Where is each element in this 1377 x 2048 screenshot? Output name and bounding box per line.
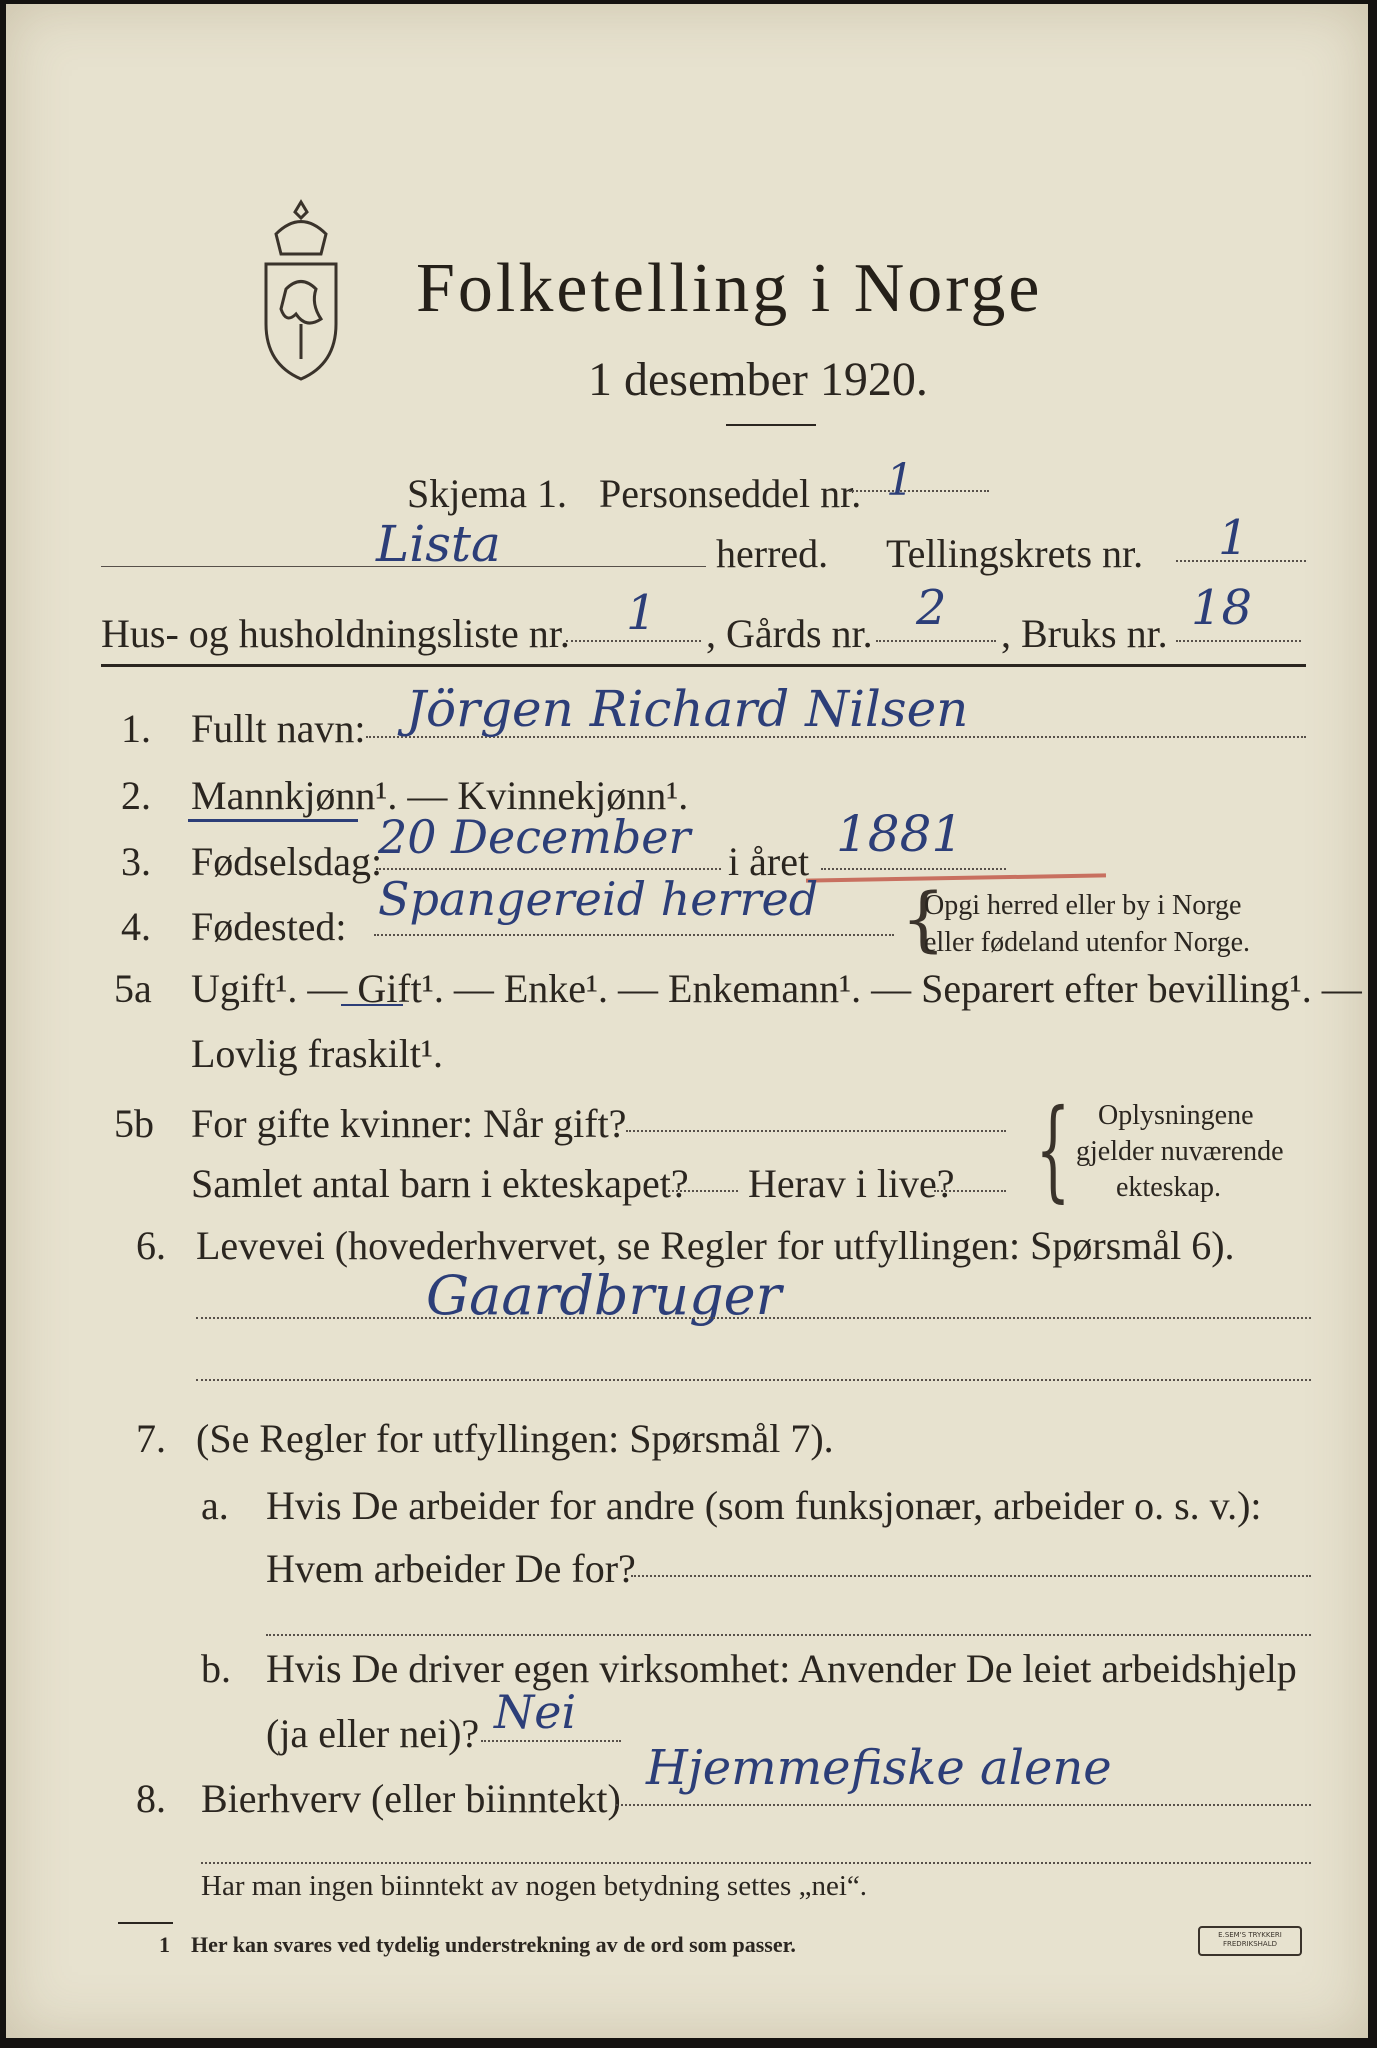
q3-year-line — [821, 868, 1006, 870]
farm-line — [876, 640, 996, 642]
q5b-line-alive — [934, 1190, 1006, 1192]
printer-stamp — [1198, 1926, 1302, 1956]
q3-line — [376, 868, 721, 870]
q7-b-line-1: Hvis De driver egen virksomhet: Anvender De leiet arbeidshjelp — [266, 1646, 1297, 1691]
person-slip-line — [849, 490, 989, 492]
q7-b-value: Nei — [494, 1685, 577, 1739]
census-form — [6, 4, 1368, 2038]
q5b-brace: { — [1035, 1085, 1071, 1213]
q7-a-letter: a. — [201, 1483, 229, 1528]
printer-stamp-text: E.SEM'S TRYKKERI FREDRIKSHALD — [1218, 1931, 1282, 1948]
q2-label: Mannkjønn¹. — Kvinnekjønn¹. — [191, 773, 689, 818]
q7-b-line-2: (ja eller nei)? — [266, 1711, 480, 1756]
q7-a-line-1: Hvis De arbeider for andre (som funksjonær, arbeider o. s. v.): — [266, 1483, 1262, 1528]
q1-value: Jörgen Richard Nilsen — [406, 680, 969, 738]
q6-line-1 — [196, 1317, 1311, 1319]
q3-value: 20 December — [378, 810, 691, 864]
q7-b-line — [481, 1740, 621, 1742]
q3-year-value: 1881 — [836, 805, 964, 863]
q5b-note-2: gjelder nuværende — [1076, 1136, 1284, 1167]
q5a-number: 5a — [114, 966, 152, 1011]
use-line — [1176, 640, 1301, 642]
form-subtitle: 1 desember 1920. — [588, 353, 928, 406]
q7-number: 7. — [136, 1416, 166, 1461]
q7-a-line-extra — [266, 1634, 1311, 1636]
q4-label: Fødested: — [191, 904, 347, 949]
q1-label: Fullt navn: — [191, 706, 366, 751]
q7-a-line-2: Hvem arbeider De for? — [266, 1546, 636, 1591]
person-slip-value: 1 — [886, 455, 914, 506]
district-value: 1 — [1218, 510, 1249, 566]
q3-year-label: i året — [728, 839, 810, 884]
q3-label: Fødselsdag: — [191, 839, 383, 884]
title-divider — [726, 424, 816, 426]
footnote-text: Her kan svares ved tydelig understrekning av de ord som passer. — [191, 1932, 796, 1957]
q7-a-line — [631, 1575, 1311, 1577]
q4-line — [374, 934, 894, 936]
person-slip-label: Personseddel nr. — [599, 471, 862, 516]
q7-label: (Se Regler for utfyllingen: Spørsmål 7). — [196, 1416, 834, 1461]
household-label: Hus- og husholdningsliste nr. — [101, 611, 570, 656]
footnote-mark: 1 — [159, 1932, 170, 1957]
q5b-line-2b: Herav i live? — [748, 1161, 955, 1206]
q4-number: 4. — [121, 904, 151, 949]
q5b-line-when — [626, 1130, 1006, 1132]
q5a-line-1: Ugift¹. — Gift¹. — Enke¹. — Enkemann¹. — Separert efter bevilling¹. — — [191, 966, 1362, 1011]
q5b-line-children — [668, 1190, 738, 1192]
form-title: Folketelling i Norge — [416, 250, 1043, 327]
schema-label: Skjema 1. — [407, 471, 567, 516]
farm-value: 2 — [916, 580, 947, 636]
no-income-note: Har man ingen biinntekt av nogen betydning settes „nei“. — [201, 1870, 868, 1902]
q2-number: 2. — [121, 773, 151, 818]
district-label: Tellingskrets nr. — [886, 531, 1144, 576]
use-value: 18 — [1191, 580, 1253, 636]
footnote-rule — [118, 1922, 173, 1924]
q8-label: Bierhverv (eller biinntekt) — [201, 1776, 621, 1821]
q6-label: Levevei (hovederhvervet, se Regler for utfyllingen: Spørsmål 6). — [196, 1223, 1235, 1268]
municipality-label: herred. — [716, 531, 829, 576]
q8-number: 8. — [136, 1776, 166, 1821]
farm-label: , Gårds nr. — [706, 611, 873, 656]
q7-b-letter: b. — [201, 1646, 231, 1691]
q8-line — [616, 1804, 1311, 1806]
q4-note-1: Opgi herred eller by i Norge — [924, 890, 1242, 921]
q6-number: 6. — [136, 1223, 166, 1268]
q5b-note-1: Oplysningene — [1098, 1100, 1254, 1131]
q3-strike — [806, 873, 1106, 882]
q5b-line-2a: Samlet antal barn i ekteskapet? — [191, 1161, 689, 1206]
header-divider — [101, 664, 1306, 667]
q5b-number: 5b — [114, 1101, 154, 1146]
household-value: 1 — [626, 585, 657, 641]
coat-of-arms-icon — [246, 194, 356, 394]
q6-line-2 — [196, 1379, 1311, 1381]
q4-note-2: eller fødeland utenfor Norge. — [924, 927, 1251, 958]
q4-brace: { — [901, 878, 946, 960]
q5b-line-1: For gifte kvinner: Når gift? — [191, 1101, 627, 1146]
q2-underline — [188, 819, 358, 822]
municipality-value: Lista — [376, 515, 501, 573]
q8-line-2 — [201, 1862, 1311, 1864]
q6-value: Gaardbruger — [426, 1264, 782, 1327]
q3-number: 3. — [121, 839, 151, 884]
use-label: , Bruks nr. — [1001, 611, 1168, 656]
q5a-line-2: Lovlig fraskilt¹. — [191, 1031, 443, 1076]
q5b-note-3: ekteskap. — [1116, 1172, 1221, 1203]
q1-number: 1. — [121, 706, 151, 751]
q5a-underline — [341, 1004, 403, 1006]
municipality-line — [101, 566, 706, 567]
q4-value: Spangereid herred — [378, 872, 819, 926]
q8-value: Hjemmefiske alene — [646, 1740, 1112, 1796]
